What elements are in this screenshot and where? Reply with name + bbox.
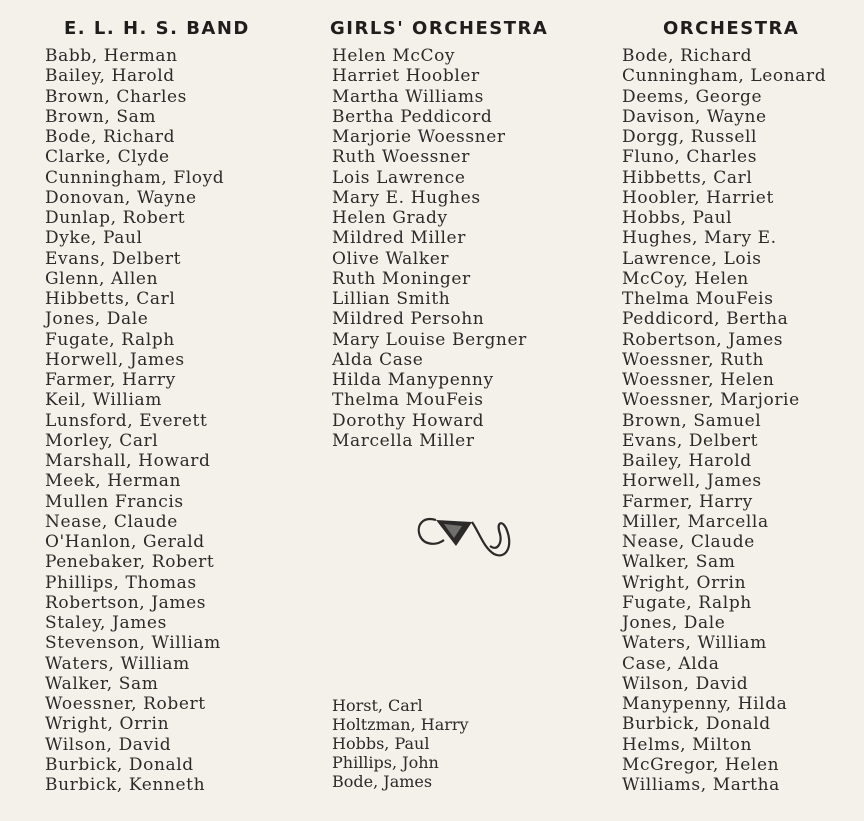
- band-member-name: Nease, Claude: [45, 511, 178, 532]
- girls-orchestra-member-name: Bertha Peddicord: [332, 106, 493, 127]
- band-member-name: Meek, Herman: [45, 471, 182, 492]
- band-member-name: Marshall, Howard: [45, 451, 211, 471]
- band-member-name: Horwell, James: [45, 349, 185, 370]
- orchestra-member-name: Fugate, Ralph: [622, 592, 752, 613]
- girls-orchestra-extra-list: [332, 696, 469, 791]
- band-member-list: [45, 46, 224, 795]
- band-member-name: Clarke, Clyde: [45, 147, 170, 168]
- band-member-name: Stevenson, William: [45, 633, 221, 654]
- orchestra-member-name: Cunningham, Leonard: [622, 66, 827, 87]
- girls-orchestra-member-name: Lillian Smith: [332, 289, 451, 309]
- orchestra-member-name: Waters, William: [622, 633, 767, 654]
- orchestra-member-name: Miller, Marcella: [622, 511, 769, 532]
- orchestra-member-name: Hoobler, Harriet: [622, 187, 774, 208]
- orchestra-member-name: Helms, Milton: [622, 734, 753, 755]
- orchestra-member-name: Woessner, Marjorie: [622, 390, 800, 411]
- band-member-name: Bailey, Harold: [45, 66, 175, 87]
- band-member-name: Phillips, Thomas: [45, 572, 197, 593]
- girls-orchestra-member-name: Helen McCoy: [332, 46, 456, 66]
- orchestra-member-list: [622, 46, 826, 795]
- girls-orchestra-member-name: Martha Williams: [332, 86, 484, 107]
- orchestra-member-name: Nease, Claude: [622, 532, 755, 552]
- band-member-name: Evans, Delbert: [45, 248, 182, 269]
- girls-orchestra-member-name: Dorothy Howard: [332, 410, 485, 431]
- orchestra-member-name: Case, Alda: [622, 653, 720, 674]
- orchestra-member-name: Dorgg, Russell: [622, 127, 758, 147]
- band-member-name: Waters, William: [45, 653, 190, 674]
- orchestra-member-name: Burbick, Donald: [622, 714, 771, 735]
- band-member-name: Fugate, Ralph: [45, 329, 175, 350]
- orchestra-member-name: Horwell, James: [622, 471, 762, 492]
- band-member-name: Bode, Richard: [45, 127, 176, 147]
- orchestra-member-name: Hibbetts, Carl: [622, 167, 753, 188]
- orchestra-member-name: Hobbs, Paul: [622, 208, 733, 228]
- girls-orchestra-member-name: Thelma MouFeis: [332, 390, 484, 411]
- orchestra-member-name: Wilson, David: [622, 673, 749, 694]
- orchestra-member-name: McGregor, Helen: [622, 754, 780, 775]
- orchestra-member-name: Bode, Richard: [622, 46, 753, 66]
- orchestra-member-name: Davison, Wayne: [622, 106, 767, 127]
- band-member-name: Penebaker, Robert: [45, 552, 215, 573]
- band-member-name: Cunningham, Floyd: [45, 167, 225, 188]
- girls-orchestra-member-name: Lois Lawrence: [332, 167, 466, 188]
- orchestra-member-name: Woessner, Helen: [622, 370, 775, 390]
- orchestra-member-name: Wright, Orrin: [622, 572, 747, 593]
- girls-orchestra-heading: GIRLS' ORCHESTRA: [330, 18, 549, 39]
- orchestra-member-name: Jones, Dale: [622, 613, 726, 633]
- orchestra-member-name: Walker, Sam: [622, 552, 736, 573]
- girls-orchestra-member-name: Olive Walker: [332, 248, 450, 269]
- girls-orchestra-extra-name: Holtzman, Harry: [332, 715, 469, 734]
- girls-orchestra-member-name: Ruth Woessner: [332, 147, 470, 168]
- band-member-name: Glenn, Allen: [45, 268, 159, 289]
- girls-orchestra-member-name: Marjorie Woessner: [332, 127, 506, 147]
- girls-orchestra-extra-name: Bode, James: [332, 772, 433, 791]
- orchestra-heading: ORCHESTRA: [663, 18, 800, 39]
- girls-orchestra-extra-name: Phillips, John: [332, 753, 439, 772]
- band-member-name: Hibbetts, Carl: [45, 289, 176, 309]
- girls-orchestra-member-name: Ruth Moninger: [332, 268, 471, 289]
- orchestra-member-name: Robertson, James: [622, 329, 784, 350]
- orchestra-member-name: Thelma MouFeis: [622, 289, 774, 309]
- girls-orchestra-extra-name: Hobbs, Paul: [332, 734, 430, 753]
- band-member-name: Staley, James: [45, 613, 167, 633]
- band-member-name: Robertson, James: [45, 592, 207, 613]
- orchestra-member-name: Brown, Samuel: [622, 410, 762, 431]
- band-member-name: Brown, Sam: [45, 106, 157, 127]
- girls-orchestra-member-name: Mildred Persohn: [332, 309, 485, 330]
- band-member-name: Walker, Sam: [45, 673, 159, 694]
- band-member-name: Dyke, Paul: [45, 228, 143, 249]
- girls-orchestra-member-name: Harriet Hoobler: [332, 66, 480, 87]
- band-member-name: Lunsford, Everett: [45, 410, 208, 431]
- orchestra-member-name: Lawrence, Lois: [622, 248, 762, 269]
- girls-orchestra-member-name: Hilda Manypenny: [332, 370, 494, 390]
- band-member-name: Woessner, Robert: [45, 694, 206, 714]
- orchestra-member-name: Williams, Martha: [622, 775, 780, 795]
- band-heading: E. L. H. S. BAND: [64, 18, 250, 39]
- girls-orchestra-member-name: Mary Louise Bergner: [332, 329, 527, 350]
- orchestra-member-name: McCoy, Helen: [622, 268, 749, 289]
- band-member-name: Burbick, Donald: [45, 754, 194, 775]
- girls-orchestra-member-list: [332, 46, 527, 451]
- band-member-name: Brown, Charles: [45, 86, 188, 107]
- orchestra-member-name: Fluno, Charles: [622, 147, 758, 168]
- orchestra-member-name: Farmer, Harry: [622, 491, 753, 512]
- orchestra-member-name: Deems, George: [622, 86, 763, 107]
- girls-orchestra-member-name: Marcella Miller: [332, 430, 475, 451]
- band-member-name: Babb, Herman: [45, 46, 178, 66]
- orchestra-member-name: Peddicord, Bertha: [622, 309, 789, 330]
- orchestra-member-name: Woessner, Ruth: [622, 349, 765, 370]
- band-member-name: Donovan, Wayne: [45, 187, 197, 208]
- girls-orchestra-member-name: Alda Case: [332, 349, 424, 370]
- band-member-name: Burbick, Kenneth: [45, 775, 206, 795]
- band-member-name: O'Hanlon, Gerald: [45, 532, 205, 552]
- band-member-name: Dunlap, Robert: [45, 208, 186, 228]
- girls-orchestra-member-name: Mary E. Hughes: [332, 187, 481, 208]
- girls-orchestra-member-name: Mildred Miller: [332, 228, 466, 249]
- fleuron-ornament-icon: [414, 512, 516, 560]
- band-member-name: Wilson, David: [45, 734, 172, 755]
- band-member-name: Mullen Francis: [45, 491, 184, 512]
- girls-orchestra-extra-name: Horst, Carl: [332, 696, 423, 715]
- band-member-name: Farmer, Harry: [45, 370, 176, 390]
- band-member-name: Wright, Orrin: [45, 714, 170, 735]
- orchestra-member-name: Bailey, Harold: [622, 451, 752, 471]
- orchestra-member-name: Evans, Delbert: [622, 430, 759, 451]
- band-member-name: Keil, William: [45, 390, 162, 411]
- band-member-name: Morley, Carl: [45, 430, 159, 451]
- orchestra-member-name: Manypenny, Hilda: [622, 694, 788, 714]
- band-member-name: Jones, Dale: [45, 309, 149, 330]
- orchestra-member-name: Hughes, Mary E.: [622, 228, 777, 249]
- girls-orchestra-member-name: Helen Grady: [332, 208, 448, 228]
